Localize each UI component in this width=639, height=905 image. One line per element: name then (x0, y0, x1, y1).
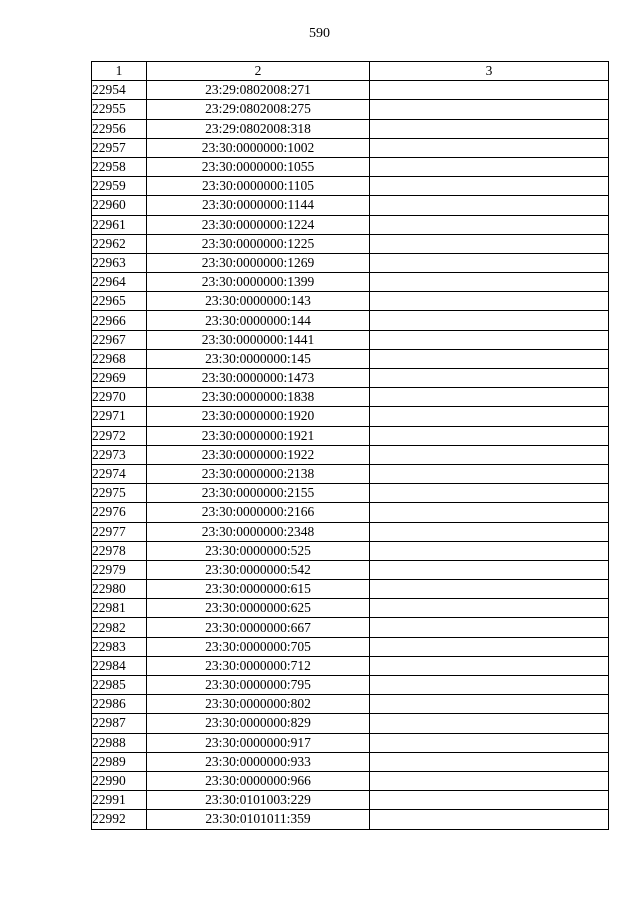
row-number-cell: 22988 (92, 733, 147, 752)
column-3-cell (370, 484, 609, 503)
row-number-cell: 22981 (92, 599, 147, 618)
cadastral-number-cell: 23:30:0101011:359 (147, 810, 370, 829)
table-row (92, 656, 609, 675)
table-header-row (92, 62, 609, 81)
table-row (92, 100, 609, 119)
cadastral-number-cell: 23:30:0000000:1399 (147, 273, 370, 292)
cadastral-number-cell: 23:30:0000000:1920 (147, 407, 370, 426)
row-number-cell: 22992 (92, 810, 147, 829)
column-3-cell (370, 177, 609, 196)
row-number-cell: 22982 (92, 618, 147, 637)
row-number-cell: 22964 (92, 273, 147, 292)
row-number-cell: 22987 (92, 714, 147, 733)
cadastral-number-cell: 23:30:0000000:917 (147, 733, 370, 752)
cadastral-number-cell: 23:30:0000000:667 (147, 618, 370, 637)
table-row (92, 484, 609, 503)
row-number-cell: 22956 (92, 119, 147, 138)
cadastral-number-cell: 23:30:0000000:2155 (147, 484, 370, 503)
table-row (92, 618, 609, 637)
cadastral-number-cell: 23:30:0000000:795 (147, 676, 370, 695)
cadastral-number-cell: 23:30:0000000:1922 (147, 445, 370, 464)
table-row (92, 311, 609, 330)
cadastral-number-cell: 23:30:0000000:542 (147, 560, 370, 579)
row-number-cell: 22969 (92, 369, 147, 388)
column-3-cell (370, 234, 609, 253)
cadastral-number-cell: 23:29:0802008:318 (147, 119, 370, 138)
table-row (92, 791, 609, 810)
cadastral-number-cell: 23:30:0000000:1441 (147, 330, 370, 349)
column-3-cell (370, 426, 609, 445)
cadastral-number-cell: 23:30:0000000:1921 (147, 426, 370, 445)
column-3-cell (370, 599, 609, 618)
row-number-cell: 22965 (92, 292, 147, 311)
row-number-cell: 22970 (92, 388, 147, 407)
cadastral-number-cell: 23:30:0000000:1144 (147, 196, 370, 215)
table-row (92, 349, 609, 368)
column-3-cell (370, 714, 609, 733)
cadastral-number-cell: 23:30:0000000:2138 (147, 464, 370, 483)
row-number-cell: 22968 (92, 349, 147, 368)
row-number-cell: 22990 (92, 771, 147, 790)
row-number-cell: 22959 (92, 177, 147, 196)
cadastral-number-cell: 23:30:0000000:1473 (147, 369, 370, 388)
cadastral-number-cell: 23:29:0802008:275 (147, 100, 370, 119)
row-number-cell: 22976 (92, 503, 147, 522)
row-number-cell: 22977 (92, 522, 147, 541)
cadastral-number-cell: 23:30:0000000:1002 (147, 138, 370, 157)
cadastral-number-cell: 23:30:0000000:2166 (147, 503, 370, 522)
column-3-cell (370, 253, 609, 272)
row-number-cell: 22975 (92, 484, 147, 503)
cadastral-number-cell: 23:30:0000000:1838 (147, 388, 370, 407)
column-header-2: 2 (147, 62, 370, 81)
column-3-cell (370, 580, 609, 599)
table-row (92, 253, 609, 272)
column-3-cell (370, 503, 609, 522)
cadastral-number-cell: 23:30:0000000:829 (147, 714, 370, 733)
column-3-cell (370, 369, 609, 388)
row-number-cell: 22973 (92, 445, 147, 464)
row-number-cell: 22955 (92, 100, 147, 119)
cadastral-number-cell: 23:30:0000000:625 (147, 599, 370, 618)
column-3-cell (370, 810, 609, 829)
cadastral-number-cell: 23:29:0802008:271 (147, 81, 370, 100)
table-row (92, 330, 609, 349)
column-3-cell (370, 522, 609, 541)
row-number-cell: 22978 (92, 541, 147, 560)
table-row (92, 157, 609, 176)
column-3-cell (370, 349, 609, 368)
row-number-cell: 22983 (92, 637, 147, 656)
row-number-cell: 22991 (92, 791, 147, 810)
column-3-cell (370, 541, 609, 560)
row-number-cell: 22967 (92, 330, 147, 349)
table-row (92, 637, 609, 656)
table-row (92, 580, 609, 599)
row-number-cell: 22958 (92, 157, 147, 176)
table-row (92, 560, 609, 579)
table-row (92, 464, 609, 483)
column-3-cell (370, 407, 609, 426)
cadastral-number-cell: 23:30:0000000:145 (147, 349, 370, 368)
row-number-cell: 22974 (92, 464, 147, 483)
table-row (92, 445, 609, 464)
column-3-cell (370, 81, 609, 100)
cadastral-number-cell: 23:30:0000000:802 (147, 695, 370, 714)
table-row (92, 119, 609, 138)
cadastral-number-cell: 23:30:0000000:705 (147, 637, 370, 656)
table-row (92, 752, 609, 771)
column-3-cell (370, 119, 609, 138)
row-number-cell: 22989 (92, 752, 147, 771)
table-row (92, 676, 609, 695)
column-3-cell (370, 733, 609, 752)
table-row (92, 273, 609, 292)
cadastral-number-cell: 23:30:0000000:712 (147, 656, 370, 675)
table-row (92, 714, 609, 733)
column-3-cell (370, 445, 609, 464)
cadastral-number-cell: 23:30:0000000:1225 (147, 234, 370, 253)
table-row (92, 810, 609, 829)
cadastral-number-cell: 23:30:0000000:525 (147, 541, 370, 560)
column-3-cell (370, 311, 609, 330)
column-3-cell (370, 560, 609, 579)
column-3-cell (370, 196, 609, 215)
cadastral-number-cell: 23:30:0000000:143 (147, 292, 370, 311)
table-row (92, 426, 609, 445)
table-row (92, 695, 609, 714)
row-number-cell: 22961 (92, 215, 147, 234)
table-row (92, 599, 609, 618)
column-3-cell (370, 330, 609, 349)
row-number-cell: 22960 (92, 196, 147, 215)
cadastral-number-cell: 23:30:0000000:1224 (147, 215, 370, 234)
table-row (92, 388, 609, 407)
table-row (92, 215, 609, 234)
table-row (92, 138, 609, 157)
table-row (92, 369, 609, 388)
table-row (92, 733, 609, 752)
column-3-cell (370, 676, 609, 695)
row-number-cell: 22979 (92, 560, 147, 579)
row-number-cell: 22957 (92, 138, 147, 157)
column-3-cell (370, 791, 609, 810)
column-3-cell (370, 771, 609, 790)
row-number-cell: 22972 (92, 426, 147, 445)
column-3-cell (370, 618, 609, 637)
table-row (92, 177, 609, 196)
cadastral-number-cell: 23:30:0000000:1105 (147, 177, 370, 196)
cadastral-number-cell: 23:30:0000000:1055 (147, 157, 370, 176)
row-number-cell: 22963 (92, 253, 147, 272)
table-body (92, 81, 609, 829)
row-number-cell: 22980 (92, 580, 147, 599)
column-3-cell (370, 656, 609, 675)
column-3-cell (370, 273, 609, 292)
table-row (92, 292, 609, 311)
cadastral-number-cell: 23:30:0000000:966 (147, 771, 370, 790)
table-row (92, 541, 609, 560)
column-3-cell (370, 292, 609, 311)
table-row (92, 771, 609, 790)
column-header-3: 3 (370, 62, 609, 81)
column-3-cell (370, 100, 609, 119)
row-number-cell: 22971 (92, 407, 147, 426)
data-table (91, 61, 609, 830)
cadastral-number-cell: 23:30:0000000:933 (147, 752, 370, 771)
table-row (92, 234, 609, 253)
column-3-cell (370, 752, 609, 771)
column-3-cell (370, 637, 609, 656)
row-number-cell: 22984 (92, 656, 147, 675)
page-number: 590 (309, 26, 330, 41)
cadastral-number-cell: 23:30:0000000:1269 (147, 253, 370, 272)
row-number-cell: 22985 (92, 676, 147, 695)
cadastral-number-cell: 23:30:0000000:144 (147, 311, 370, 330)
row-number-cell: 22962 (92, 234, 147, 253)
cadastral-number-cell: 23:30:0000000:615 (147, 580, 370, 599)
row-number-cell: 22966 (92, 311, 147, 330)
column-3-cell (370, 138, 609, 157)
column-header-1: 1 (92, 62, 147, 81)
row-number-cell: 22986 (92, 695, 147, 714)
column-3-cell (370, 464, 609, 483)
table-row (92, 407, 609, 426)
column-3-cell (370, 157, 609, 176)
table-row (92, 196, 609, 215)
column-3-cell (370, 215, 609, 234)
table-row (92, 81, 609, 100)
column-3-cell (370, 695, 609, 714)
row-number-cell: 22954 (92, 81, 147, 100)
cadastral-number-cell: 23:30:0101003:229 (147, 791, 370, 810)
column-3-cell (370, 388, 609, 407)
table-row (92, 503, 609, 522)
cadastral-number-cell: 23:30:0000000:2348 (147, 522, 370, 541)
table-row (92, 522, 609, 541)
